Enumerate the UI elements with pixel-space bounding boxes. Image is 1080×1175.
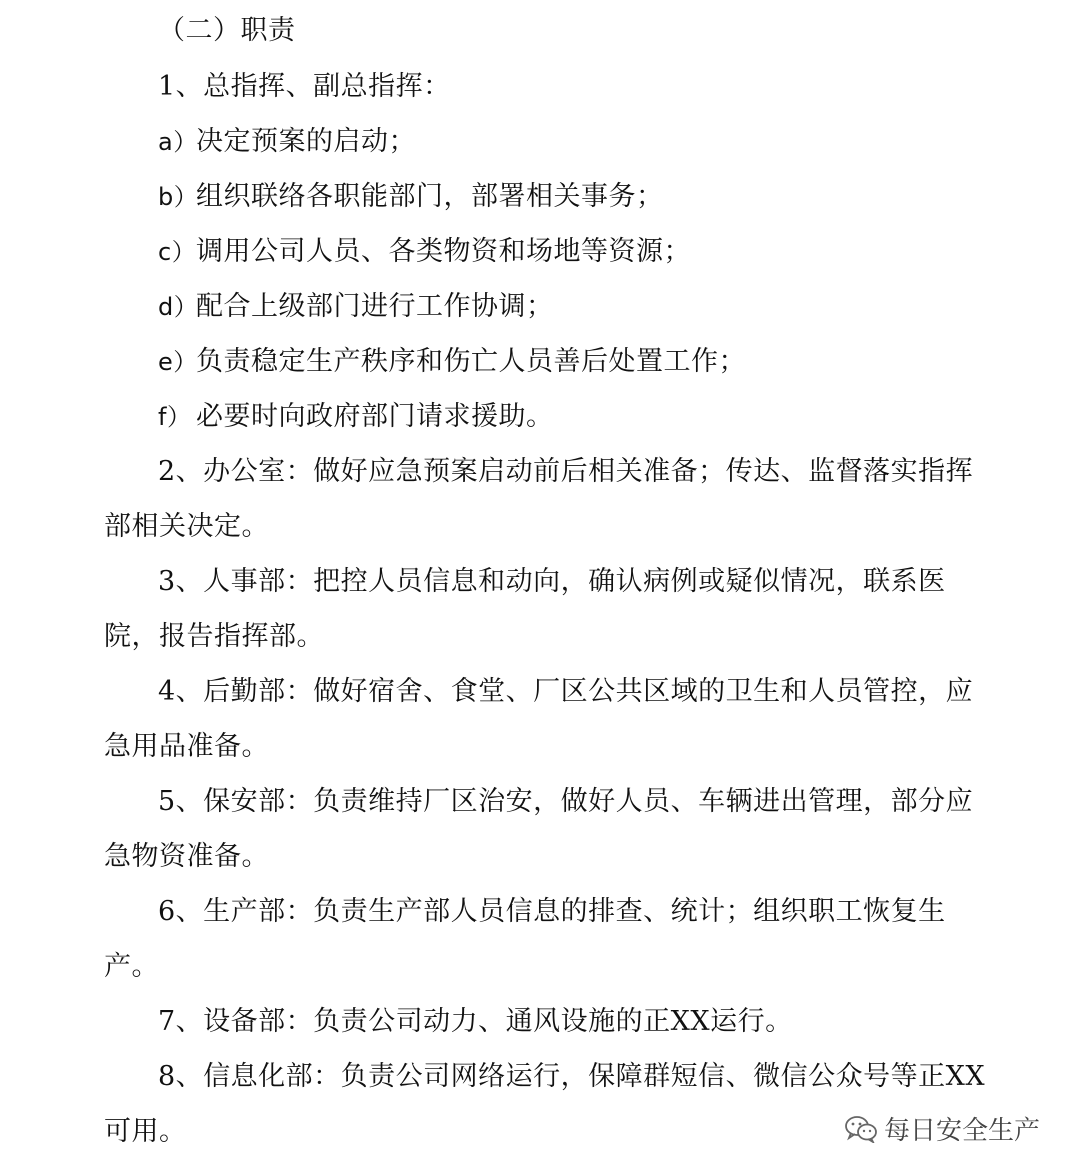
item-1-heading: 1、总指挥、副总指挥： [158,71,451,102]
wechat-icon [844,1115,878,1143]
list-item [158,400,554,434]
list-item-text: 调用公司人员、各类物资和场地等资源； [196,236,691,267]
list-item [158,290,554,324]
paragraph-line: 产。 [104,951,159,982]
list-marker: a） [158,128,198,156]
paragraph-line: 院，报告指挥部。 [104,621,324,652]
paragraph-line: 可用。 [104,1116,187,1147]
paragraph-line: 3、人事部：把控人员信息和动向，确认病例或疑似情况，联系医 [158,566,946,597]
list-item-text: 配合上级部门进行工作协调； [196,291,554,322]
list-item-text: 负责稳定生产秩序和伤亡人员善后处置工作； [196,346,746,377]
list-item [158,345,746,379]
paragraph-line: 部相关决定。 [104,511,269,542]
watermark-text: 每日安全生产 [883,1116,1040,1146]
paragraph-line: 2、办公室：做好应急预案启动前后相关准备；传达、监督落实指挥 [158,456,974,487]
paragraph-line: 急物资准备。 [104,841,269,872]
list-item [158,180,664,214]
list-marker: f） [158,403,192,431]
list-marker: b） [158,183,199,211]
list-item-text: 组织联络各职能部门，部署相关事务； [196,181,664,212]
list-marker: e） [158,348,198,376]
list-marker: d） [158,293,199,321]
paragraph-line: 4、后勤部：做好宿舍、食堂、厂区公共区域的卫生和人员管控，应 [158,676,974,707]
paragraph-line: 6、生产部：负责生产部人员信息的排查、统计；组织职工恢复生 [158,896,946,927]
watermark [840,1108,1044,1149]
list-marker: c） [158,238,197,266]
list-item-text: 必要时向政府部门请求援助。 [196,401,554,432]
section-heading: （二）职责 [158,15,296,46]
list-item [158,235,691,269]
list-item-text: 决定预案的启动； [196,126,416,157]
list-item [158,125,416,159]
paragraph-line: 7、设备部：负责公司动力、通风设施的正XX运行。 [158,1006,793,1037]
paragraph-line: 急用品准备。 [104,731,269,762]
paragraph-line: 8、信息化部：负责公司网络运行，保障群短信、微信公众号等正XX [158,1061,986,1092]
paragraph-line: 5、保安部：负责维持厂区治安，做好人员、车辆进出管理，部分应 [158,786,974,817]
